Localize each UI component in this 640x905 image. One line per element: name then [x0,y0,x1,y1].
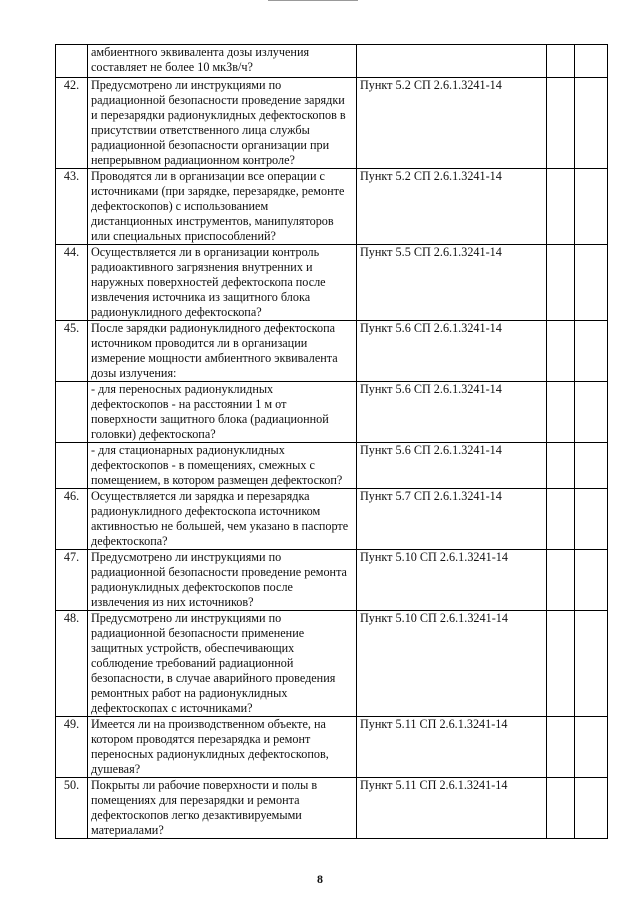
page-number: 8 [317,872,323,886]
note-cell [575,321,608,382]
note-cell [575,382,608,443]
note-cell [575,778,608,839]
row-number: 48. [56,611,88,717]
table-row [56,717,608,778]
table-row [56,550,608,611]
table-row [56,321,608,382]
legal-reference: Пункт 5.5 СП 2.6.1.3241-14 [357,245,547,321]
requirement-question: - для стационарных радионуклидных дефектоскопов - в помещениях, смежных с помещением, в котором размещен дефектоскоп? [88,443,357,489]
note-cell [575,550,608,611]
legal-reference: Пункт 5.6 СП 2.6.1.3241-14 [357,382,547,443]
top-rule [268,0,358,1]
note-cell [575,717,608,778]
requirement-question: Предусмотрено ли инструкциями по радиационной безопасности применение защитных устройств, обеспечивающих соблюдение требований радиационной безопасности, в случае аварийного проведения ремонтных работ на радионуклидных дефектоскопах с источниками? [88,611,357,717]
answer-cell [547,550,575,611]
row-number: 49. [56,717,88,778]
legal-reference: Пункт 5.6 СП 2.6.1.3241-14 [357,443,547,489]
note-cell [575,489,608,550]
note-cell [575,45,608,78]
legal-reference: Пункт 5.11 СП 2.6.1.3241-14 [357,778,547,839]
row-number [56,382,88,443]
requirement-question: Предусмотрено ли инструкциями по радиационной безопасности проведение ремонта радионуклидных дефектоскопов после извлечения из них источников? [88,550,357,611]
legal-reference [357,45,547,78]
table-row [56,778,608,839]
note-cell [575,169,608,245]
answer-cell [547,611,575,717]
requirement-question: Осуществляется ли зарядка и перезарядка радионуклидного дефектоскопа источником активностью не большей, чем указано в паспорте дефектоскопа? [88,489,357,550]
requirement-question: амбиентного эквивалента дозы излучения составляет не более 10 мкЗв/ч? [88,45,357,78]
note-cell [575,245,608,321]
requirement-question: Имеется ли на производственном объекте, на котором проводятся перезарядка и ремонт переносных радионуклидных дефектоскопов, душевая? [88,717,357,778]
requirement-question: Осуществляется ли в организации контроль радиоактивного загрязнения внутренних и наружных поверхностей дефектоскопа после извлечения источника из защитного блока радионуклидного дефектоскопа? [88,245,357,321]
row-number: 42. [56,78,88,169]
note-cell [575,78,608,169]
row-number: 45. [56,321,88,382]
answer-cell [547,78,575,169]
answer-cell [547,717,575,778]
requirement-question: Покрыты ли рабочие поверхности и полы в помещениях для перезарядки и ремонта дефектоскопов легко дезактивируемыми материалами? [88,778,357,839]
table-row [56,611,608,717]
row-number: 50. [56,778,88,839]
legal-reference: Пункт 5.10 СП 2.6.1.3241-14 [357,611,547,717]
note-cell [575,611,608,717]
answer-cell [547,778,575,839]
answer-cell [547,169,575,245]
row-number [56,45,88,78]
legal-reference: Пункт 5.2 СП 2.6.1.3241-14 [357,78,547,169]
row-number: 46. [56,489,88,550]
table-row [56,489,608,550]
table-row [56,443,608,489]
legal-reference: Пункт 5.2 СП 2.6.1.3241-14 [357,169,547,245]
legal-reference: Пункт 5.7 СП 2.6.1.3241-14 [357,489,547,550]
answer-cell [547,443,575,489]
table-row [56,245,608,321]
requirement-question: - для переносных радионуклидных дефектоскопов - на расстоянии 1 м от поверхности защитного блока (радиационной головки) дефектоскопа? [88,382,357,443]
checklist-table [55,44,608,839]
row-number: 47. [56,550,88,611]
legal-reference: Пункт 5.10 СП 2.6.1.3241-14 [357,550,547,611]
answer-cell [547,45,575,78]
legal-reference: Пункт 5.6 СП 2.6.1.3241-14 [357,321,547,382]
table-row [56,382,608,443]
requirement-question: После зарядки радионуклидного дефектоскопа источником проводится ли в организации измерение мощности амбиентного эквивалента дозы излучения: [88,321,357,382]
table-row [56,78,608,169]
table-row [56,45,608,78]
note-cell [575,443,608,489]
row-number: 44. [56,245,88,321]
answer-cell [547,321,575,382]
table-row [56,169,608,245]
row-number: 43. [56,169,88,245]
answer-cell [547,489,575,550]
row-number [56,443,88,489]
legal-reference: Пункт 5.11 СП 2.6.1.3241-14 [357,717,547,778]
answer-cell [547,382,575,443]
requirement-question: Проводятся ли в организации все операции с источниками (при зарядке, перезарядке, ремонте дефектоскопов) с использованием дистанционных инструментов, манипуляторов или специальных приспособлений? [88,169,357,245]
requirement-question: Предусмотрено ли инструкциями по радиационной безопасности проведение зарядки и перезарядки радионуклидных дефектоскопов в присутствии ответственного лица службы радиационной безопасности организации при непрерывном радиационном контроле? [88,78,357,169]
answer-cell [547,245,575,321]
